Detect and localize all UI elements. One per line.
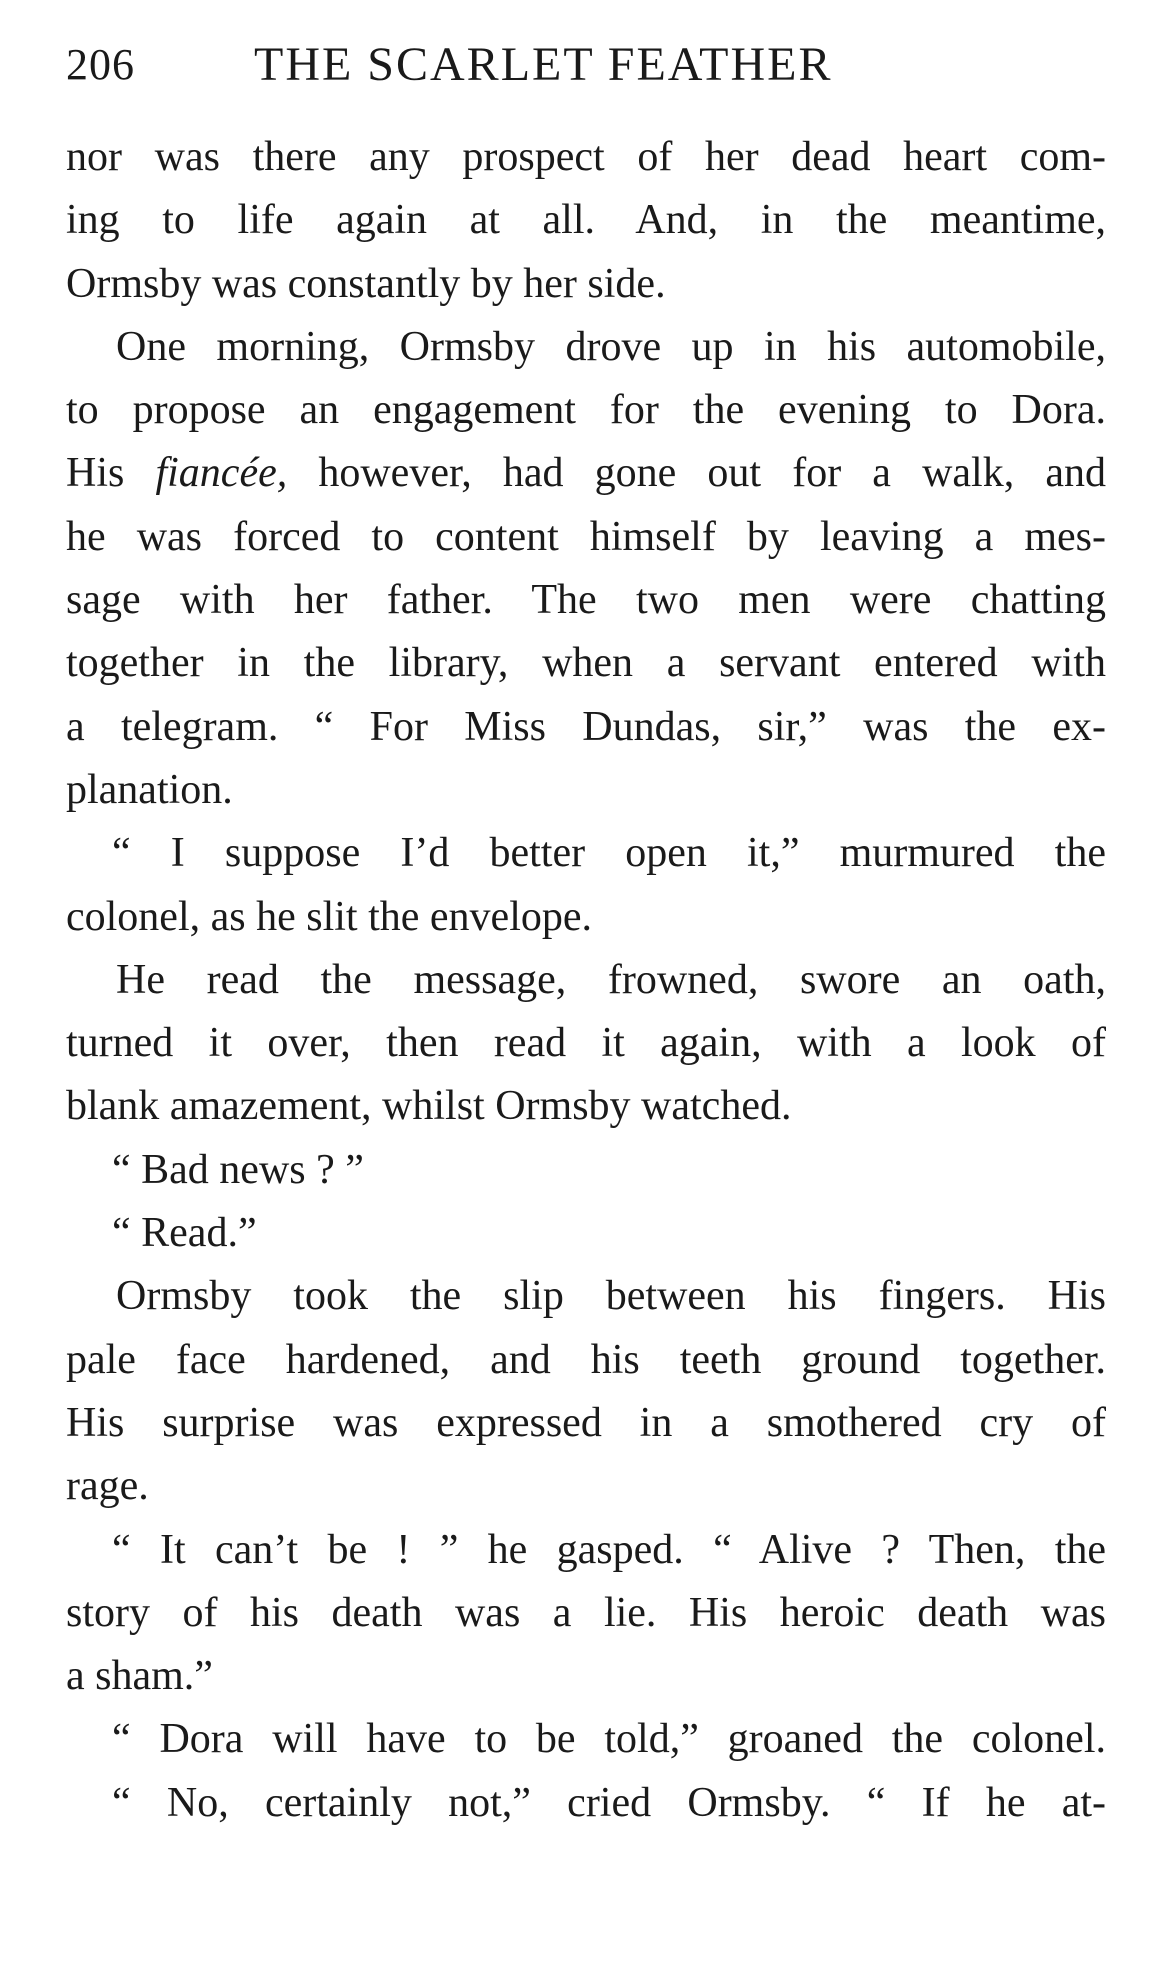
text-line: He read the message, frowned, swore an oath, <box>116 956 1106 1003</box>
text-line: ing to life again at all. And, in the meantime, <box>66 197 1106 244</box>
text-line: story of his death was a lie. His heroic death was <box>66 1589 1106 1636</box>
text-line: turned it over, then read it again, with a look of <box>66 1020 1106 1067</box>
text-line: a sham.” <box>66 1653 213 1700</box>
running-head <box>66 30 1106 100</box>
text-line: rage. <box>66 1463 149 1510</box>
text-line: sage with her father. The two men were chatting <box>66 577 1106 624</box>
text-line <box>66 442 1106 505</box>
text-line: His surprise was expressed in a smothered cry of <box>66 1399 1106 1446</box>
text-line: he was forced to content himself by leaving a mes- <box>66 513 1106 560</box>
text-line: “ Bad news ? ” <box>112 1146 364 1193</box>
text-line: Ormsby was constantly by her side. <box>66 260 666 307</box>
page-number: 206 <box>66 40 135 89</box>
text-line: a telegram. “ For Miss Dundas, sir,” was the ex- <box>66 703 1106 750</box>
text-line: Ormsby took the slip between his fingers. His <box>116 1273 1106 1320</box>
text-line: colonel, as he slit the envelope. <box>66 893 593 940</box>
text-line: One morning, Ormsby drove up in his automobile, <box>116 323 1106 370</box>
text-line: “ Dora will have to be told,” groaned the colonel. <box>112 1716 1106 1763</box>
italic-word: fiancée, <box>155 450 288 497</box>
text-segment: however, had gone out for a walk, and <box>287 450 1106 497</box>
body-text <box>66 126 1106 1835</box>
text-segment: His <box>66 450 156 497</box>
text-line: blank amazement, whilst Ormsby watched. <box>66 1083 792 1130</box>
text-line: nor was there any prospect of her dead heart com- <box>66 134 1106 180</box>
text-line: “ I suppose I’d better open it,” murmured the <box>112 830 1106 877</box>
text-line: “ It can’t be ! ” he gasped. “ Alive ? Then, the <box>112 1526 1106 1573</box>
text-line: “ No, certainly not,” cried Ormsby. “ If he at- <box>112 1779 1106 1826</box>
running-title: THE SCARLET FEATHER <box>254 38 833 91</box>
text-line: to propose an engagement for the evening to Dora. <box>66 387 1106 434</box>
text-line: pale face hardened, and his teeth ground together. <box>66 1336 1106 1383</box>
text-line: together in the library, when a servant entered with <box>66 640 1106 687</box>
text-line: planation. <box>66 766 233 813</box>
text-line: “ Read.” <box>112 1210 257 1257</box>
